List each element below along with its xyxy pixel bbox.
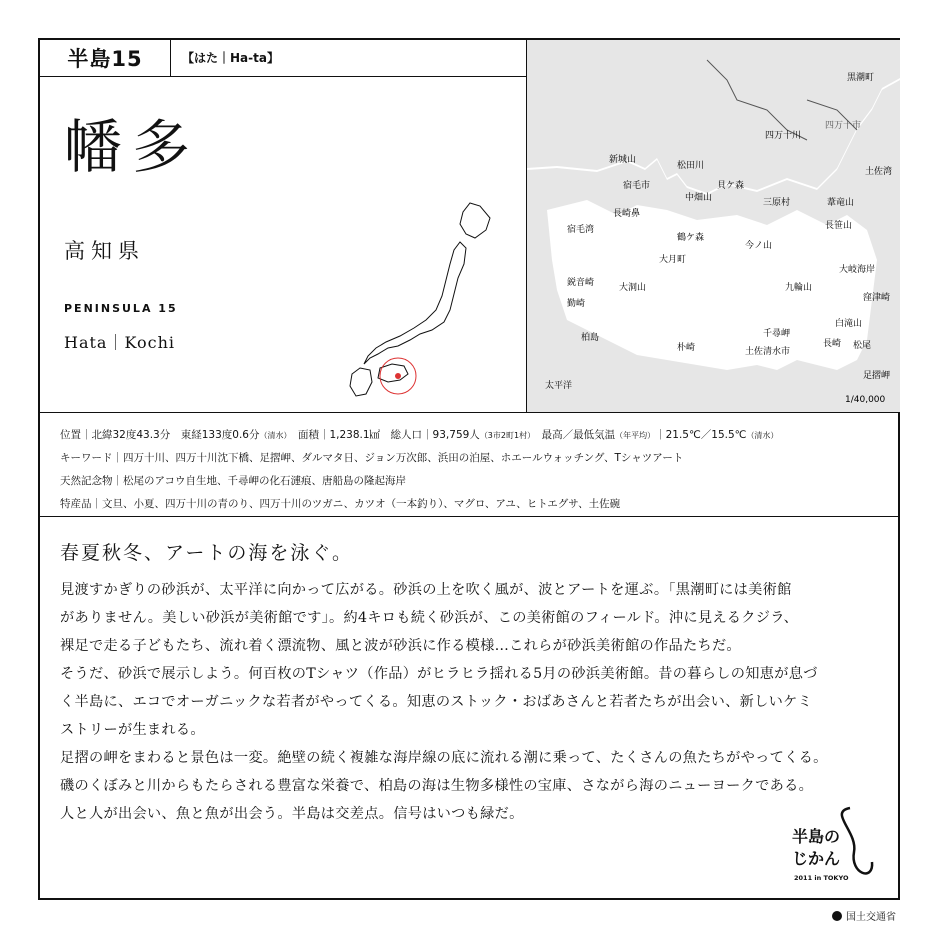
map-label-mihara: 三原村 (763, 198, 791, 208)
body-line: そうだ、砂浜で展示しよう。何百枚のTシャツ（作品）がヒラヒラ揺れる5月の砂浜美術館。昔の暮らしの知恵が息づ (60, 666, 818, 682)
reading-label: 【はた｜Ha-ta】 (182, 51, 279, 65)
divider-middle (40, 516, 898, 517)
card-frame (38, 38, 900, 900)
map-label-imayama: 今ノ山 (745, 241, 773, 251)
english-name: Hata｜Kochi (64, 333, 176, 352)
logo-line3: 2011 in TOKYO (794, 874, 849, 882)
map-label-katazaki: 勤崎 (567, 299, 586, 309)
map-label-uchidomari: 鋭音崎 (567, 278, 595, 288)
page-title: 幡多 (64, 113, 201, 181)
info-temp-place: （清水） (746, 431, 779, 440)
logo-line1: 半島の (792, 827, 841, 846)
info-temp-label: 最高／最低気温 (531, 429, 616, 441)
japan-outline-map (320, 198, 500, 398)
body-line: 足摺の岬をまわると景色は一変。絶壁の続く複雑な海岸線の底に流れる潮に乗って、たくさんの魚たちがやってくる。 (60, 750, 828, 766)
ministry-name: 国土交通省 (846, 912, 896, 923)
catch-copy: 春夏秋冬、アートの海を泳ぐ。 (60, 542, 354, 564)
map-label-matsuda: 松田川 (677, 161, 705, 171)
ministry-icon (832, 911, 842, 921)
regional-map (527, 40, 900, 412)
body-line: 見渡すかぎりの砂浜が、太平洋に向かって広がる。砂浜の上を吹く風が、波とアートを運ぶ。「黒潮町には美術館 (60, 582, 792, 598)
info-area-pop: 面積｜1,238.1㎢ 総人口｜93,759人 (287, 429, 480, 441)
map-label-osatumisaki: 大岐海岸 (839, 265, 876, 275)
map-label-pacific: 太平洋 (545, 381, 573, 391)
map-label-tsuzaki: 窪津崎 (863, 293, 891, 303)
map-label-kashiwajima: 柏島 (581, 333, 600, 343)
hantou-no-jikan-logo (788, 802, 888, 894)
body-line: 人と人が出会い、魚と魚が出会う。半島は交差点。信号はいつも緑だ。 (60, 806, 524, 822)
info-position-note: （清水） (259, 431, 288, 440)
map-label-sukumo-bay: 宿毛湾 (567, 225, 595, 235)
map-label-shimanto-city: 四万十市 (825, 121, 862, 131)
map-label-tosashimizu: 土佐清水市 (745, 347, 791, 357)
ministry-mark (832, 908, 896, 923)
body-line: く半島に、エコでオーガニックな若者がやってくる。知恵のストック・おばあさんと若者たちが出会い、新しいケミ (60, 694, 813, 710)
map-label-kuroshio: 黒潮町 (847, 73, 875, 83)
map-scale: 1/40,000 (845, 395, 886, 405)
map-label-shimanto-river: 四万十川 (765, 131, 802, 141)
info-temp-value: ｜21.5℃／15.5℃ (655, 429, 747, 441)
header-bar (40, 40, 526, 77)
prefecture-name: 高知県 (64, 239, 145, 263)
map-label-nagaoka: 長笹山 (825, 221, 853, 231)
map-label-nagasakimisaki: 長崎 (823, 339, 842, 349)
map-label-ashizuri: 足摺岬 (863, 371, 891, 381)
body-line: ストリーが生まれる。 (60, 722, 205, 738)
body-line: がありません。美しい砂浜が美術館です」。約4キロも続く砂浜が、この美術館のフィールド。沖に見えるクジラ、 (60, 610, 799, 626)
map-label-nagasaki-hana: 長崎鼻 (613, 209, 641, 219)
info-line-stats (60, 424, 890, 447)
map-label-tsurugamori: 鶴ケ森 (677, 233, 705, 243)
map-label-otsuki: 大月町 (659, 255, 687, 265)
peninsula-number: 半島15 (40, 40, 171, 76)
map-label-matsuo: 松尾 (853, 341, 872, 351)
info-products: 特産品｜文旦、小夏、四万十川の青のり、四万十川のツガニ、カツオ（一本釣り）、マグロ、アユ、ヒトエグサ、土佐碗 (60, 498, 621, 510)
info-block (60, 424, 890, 516)
map-label-shinjo: 新城山 (609, 155, 637, 165)
info-natural: 天然記念物｜松尾のアコウ自生地、千尋岬の化石漣痕、唐船島の隆起海岸 (60, 475, 406, 487)
info-keywords: キーワード｜四万十川、四万十川沈下橋、足摺岬、ダルマタ日、ジョン万次郎、浜田の泊屋、ホエールウォッチング、Tシャツアート (60, 452, 684, 464)
map-label-sukumo-city: 宿毛市 (623, 181, 651, 191)
map-label-tatsugaike: 葦竜山 (827, 198, 855, 208)
map-label-tosawan: 土佐湾 (865, 167, 893, 177)
body-text (60, 576, 890, 828)
english-label: PENINSULA 15 (64, 302, 178, 315)
body-line: 裸足で走る子どもたち、流れ着く漂流物、風と波が砂浜に作る模様…これらが砂浜美術館の作品たちだ。 (60, 638, 741, 654)
map-label-kaigamori: 貝ケ森 (717, 181, 745, 191)
logo-line2: じかん (792, 849, 841, 868)
info-position: 位置｜北緯32度43.3分 東経133度0.6分 (60, 429, 260, 441)
map-label-ushiro: 朴崎 (677, 343, 696, 353)
map-label-shirahama: 白滝山 (835, 319, 863, 329)
body-line: 磯のくぼみと川からもたらされる豊富な栄養で、柏島の海は生物多様性の宝庫、さながら海のニューヨークである。 (60, 778, 814, 794)
map-label-nakahata: 中畑山 (685, 193, 713, 203)
divider-top (40, 412, 898, 413)
info-temp-note: （年平均） (615, 431, 656, 440)
map-label-omure: 大洞山 (619, 283, 647, 293)
info-pop-note: （3市2町1村） (479, 431, 532, 440)
map-label-senjyo: 千尋岬 (763, 329, 791, 339)
map-label-kurumine: 九輪山 (785, 283, 813, 293)
